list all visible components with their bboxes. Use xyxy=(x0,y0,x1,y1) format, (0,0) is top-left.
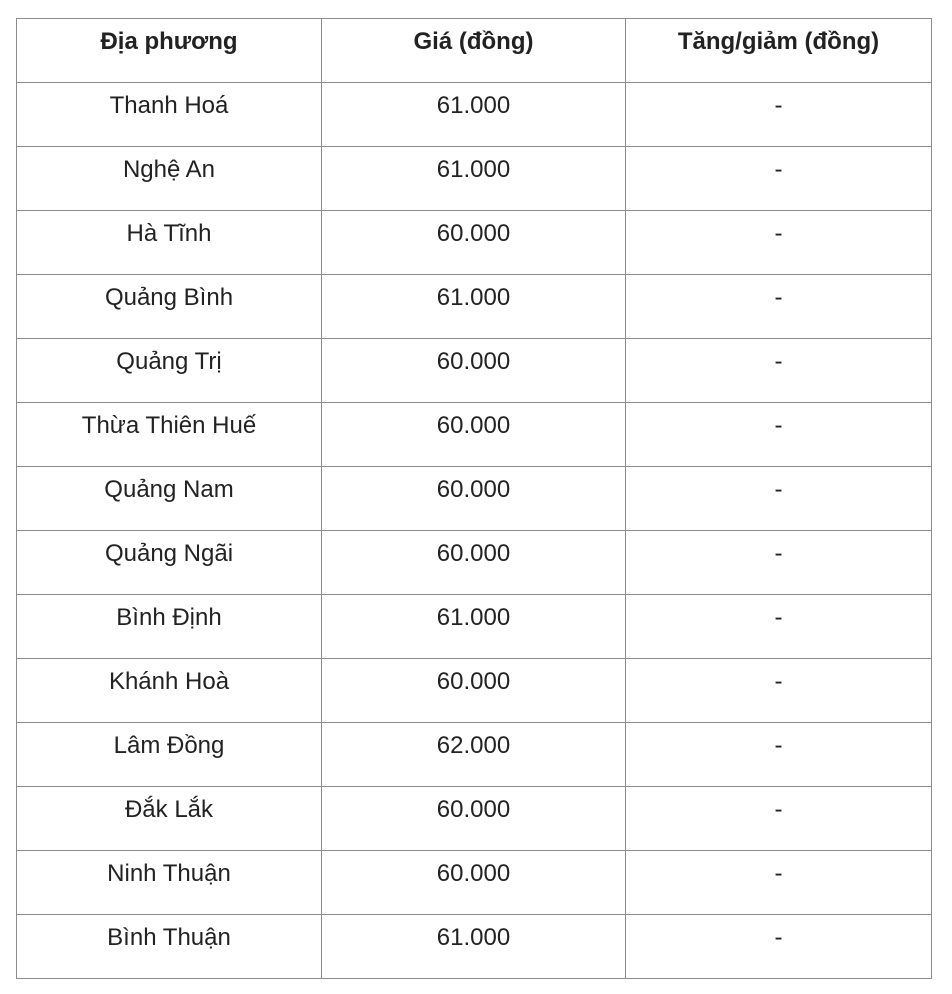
cell-change: - xyxy=(626,211,932,275)
table-row xyxy=(17,83,932,147)
table-row xyxy=(17,467,932,531)
cell-price: 61.000 xyxy=(322,147,626,211)
cell-price: 60.000 xyxy=(322,339,626,403)
table-row xyxy=(17,915,932,979)
cell-region: Thừa Thiên Huế xyxy=(17,403,322,467)
table-row xyxy=(17,723,932,787)
cell-change: - xyxy=(626,787,932,851)
cell-change: - xyxy=(626,83,932,147)
cell-region: Thanh Hoá xyxy=(17,83,322,147)
cell-price: 61.000 xyxy=(322,83,626,147)
cell-region: Bình Thuận xyxy=(17,915,322,979)
table-row xyxy=(17,659,932,723)
cell-change: - xyxy=(626,467,932,531)
cell-price: 60.000 xyxy=(322,787,626,851)
cell-region: Quảng Trị xyxy=(17,339,322,403)
cell-region: Bình Định xyxy=(17,595,322,659)
cell-region: Khánh Hoà xyxy=(17,659,322,723)
cell-region: Quảng Ngãi xyxy=(17,531,322,595)
cell-region: Hà Tĩnh xyxy=(17,211,322,275)
price-table xyxy=(16,18,932,979)
cell-price: 60.000 xyxy=(322,211,626,275)
header-change: Tăng/giảm (đồng) xyxy=(626,19,932,83)
cell-region: Đắk Lắk xyxy=(17,787,322,851)
cell-change: - xyxy=(626,275,932,339)
cell-change: - xyxy=(626,403,932,467)
cell-change: - xyxy=(626,659,932,723)
table-row xyxy=(17,531,932,595)
table-header xyxy=(17,19,932,83)
cell-price: 62.000 xyxy=(322,723,626,787)
cell-price: 60.000 xyxy=(322,851,626,915)
cell-change: - xyxy=(626,851,932,915)
cell-region: Ninh Thuận xyxy=(17,851,322,915)
cell-change: - xyxy=(626,339,932,403)
table-row xyxy=(17,211,932,275)
cell-region: Quảng Nam xyxy=(17,467,322,531)
cell-change: - xyxy=(626,723,932,787)
cell-change: - xyxy=(626,147,932,211)
table-row xyxy=(17,595,932,659)
cell-change: - xyxy=(626,531,932,595)
cell-price: 61.000 xyxy=(322,915,626,979)
table-row xyxy=(17,403,932,467)
cell-change: - xyxy=(626,595,932,659)
cell-region: Lâm Đồng xyxy=(17,723,322,787)
header-price: Giá (đồng) xyxy=(322,19,626,83)
cell-price: 60.000 xyxy=(322,467,626,531)
cell-region: Quảng Bình xyxy=(17,275,322,339)
cell-price: 61.000 xyxy=(322,275,626,339)
table-row xyxy=(17,275,932,339)
cell-price: 60.000 xyxy=(322,403,626,467)
table-row xyxy=(17,147,932,211)
table-body xyxy=(17,83,932,979)
header-row xyxy=(17,19,932,83)
cell-change: - xyxy=(626,915,932,979)
table-row xyxy=(17,339,932,403)
cell-price: 61.000 xyxy=(322,595,626,659)
header-region: Địa phương xyxy=(17,19,322,83)
cell-price: 60.000 xyxy=(322,659,626,723)
table-row xyxy=(17,787,932,851)
cell-region: Nghệ An xyxy=(17,147,322,211)
cell-price: 60.000 xyxy=(322,531,626,595)
table-row xyxy=(17,851,932,915)
